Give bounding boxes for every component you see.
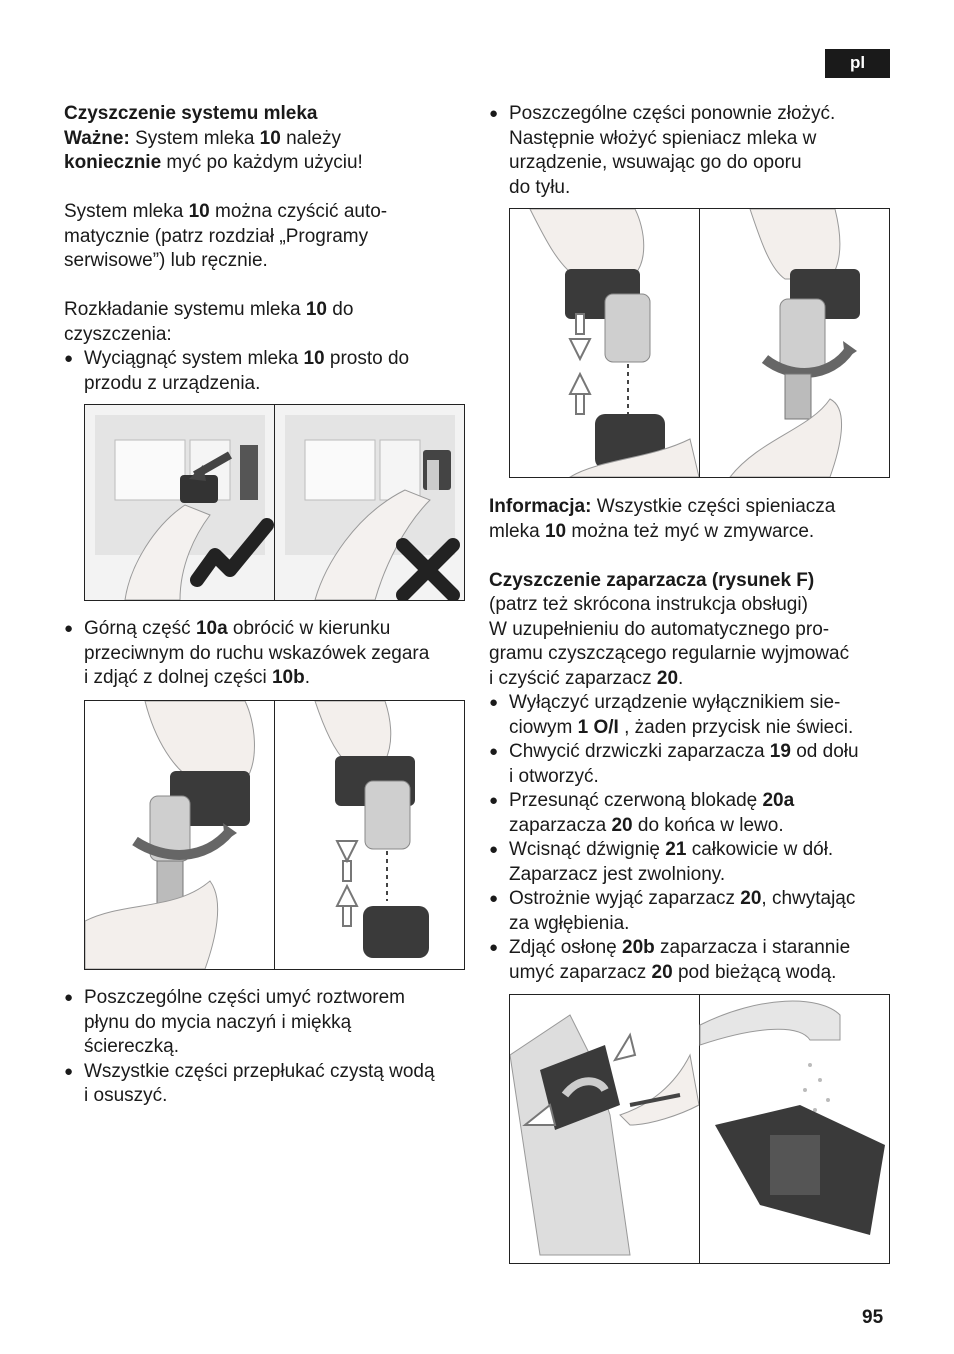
- brewer-intro: (patrz też skrócona instrukcja obsługi) W uzupełnieniu do automatycznego pro- gramu czyszczącego regularnie wyjmować i czyścić zaparzacz 20.: [489, 594, 850, 689]
- page-number: 95: [862, 1307, 884, 1328]
- step-reassemble: ● Poszczególne części ponownie złożyć. Następnie włożyć spieniacz mleka w urządzenie, wsuwając go do oporu do tyłu.: [489, 102, 894, 200]
- info-paragraph: Informacja: Wszystkie części spieniacza mleka 10 można też myć w zmywarce.: [489, 496, 836, 542]
- section-heading-brewer: Czyszczenie zaparzacza (rysunek F): [489, 569, 815, 591]
- section-heading-milk-system: Czyszczenie systemu mleka: [64, 103, 318, 124]
- auto-clean-paragraph: System mleka 10 można czyścić auto- matycznie (patrz rozdział „Programy serwisowe”) lub ręcznie.: [64, 201, 388, 271]
- important-note: Ważne: System mleka 10 należy koniecznie myć po każdym użyciu!: [64, 127, 363, 173]
- figure-rotate-separate: [84, 700, 465, 970]
- disassembly-intro: Rozkładanie systemu mleka 10 do czyszczenia:: [64, 299, 354, 345]
- right-column: [489, 102, 894, 200]
- step-switch-off: ● Wyłączyć urządzenie wyłącznikiem sie- ciowym 1 O/I , żaden przycisk nie świeci.: [489, 691, 894, 740]
- brewer-illustration: [510, 995, 889, 1263]
- step-wash-brewer: ● Zdjąć osłonę 20b zaparzacza i starannie umyć zaparzacz 20 pod bieżącą wodą.: [489, 936, 894, 985]
- rotate-illustration: [85, 701, 464, 969]
- left-column: [64, 102, 469, 396]
- step-wash-parts: ● Poszczególne części umyć roztworem płynu do mycia naczyń i miękką ściereczką.: [64, 986, 469, 1060]
- left-column-step3: [64, 986, 469, 1109]
- figure-brewer-cleaning: [509, 994, 890, 1264]
- pull-out-illustration: [85, 405, 464, 600]
- figure-pull-out: [84, 404, 465, 601]
- step-rotate: ● Górną część 10a obrócić w kierunku przeciwnym do ruchu wskazówek zegara i zdjąć z dolnej części 10b.: [64, 617, 469, 691]
- figure-reassemble: [509, 208, 890, 478]
- step-remove-brewer: ● Ostrożnie wyjąć zaparzacz 20, chwytając za wgłębienia.: [489, 887, 894, 936]
- step-pull-out: ● Wyciągnąć system mleka 10 prosto do przodu z urządzenia.: [64, 347, 469, 396]
- left-column-step2: [64, 617, 469, 691]
- step-slide-lock: ● Przesunąć czerwoną blokadę 20a zaparzacza 20 do końca w lewo.: [489, 789, 894, 838]
- reassemble-illustration: [510, 209, 889, 477]
- language-badge: pl: [825, 49, 890, 78]
- step-open-door: ● Chwycić drzwiczki zaparzacza 19 od dołu i otworzyć.: [489, 740, 894, 789]
- right-column-info: [489, 495, 894, 985]
- step-press-lever: ● Wcisnąć dźwignię 21 całkowicie w dół. Zaparzacz jest zwolniony.: [489, 838, 894, 887]
- step-rinse-dry: ● Wszystkie części przepłukać czystą wodą i osuszyć.: [64, 1060, 469, 1109]
